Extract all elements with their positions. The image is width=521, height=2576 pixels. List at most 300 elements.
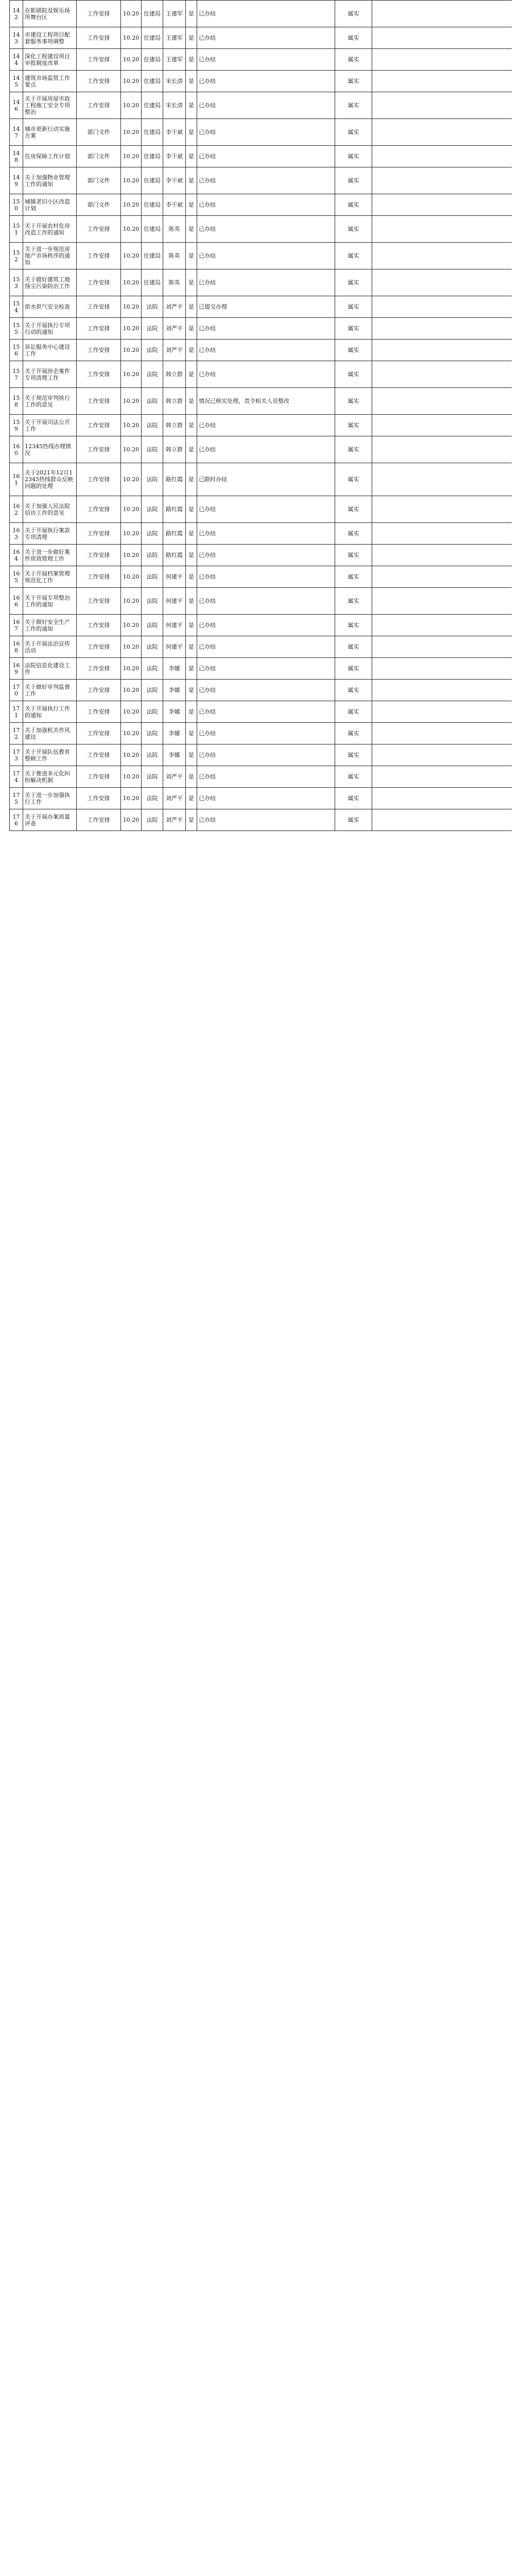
record-table (9, 0, 512, 831)
row-notes (372, 296, 512, 318)
row-unit: 法院 (142, 701, 163, 723)
row-notes (372, 388, 512, 415)
row-date: 10.20 (121, 216, 142, 243)
row-public: 是 (186, 216, 197, 243)
row-title: 关于加强机关作风建设 (23, 723, 77, 744)
row-date: 10.20 (121, 361, 142, 388)
record-sheet (9, 0, 512, 2576)
row-person: 李干斌 (163, 194, 186, 216)
row-public: 是 (186, 1, 197, 27)
row-status: 已办结 (197, 523, 335, 545)
row-remark: 属实 (335, 615, 372, 636)
row-public: 是 (186, 658, 197, 680)
row-date: 10.20 (121, 27, 142, 49)
row-number: 144 (10, 49, 23, 71)
row-number: 176 (10, 809, 23, 831)
row-title: 关于做好安全生产工作的通知 (23, 615, 77, 636)
row-date: 10.20 (121, 49, 142, 71)
row-person: 刘严平 (163, 318, 186, 340)
row-public: 是 (186, 523, 197, 545)
row-remark: 属实 (335, 701, 372, 723)
row-title: 诉讼服务中心建设工作 (23, 340, 77, 361)
row-remark: 属实 (335, 463, 372, 496)
row-number: 148 (10, 146, 23, 167)
row-status: 已办结 (197, 167, 335, 194)
row-notes (372, 744, 512, 766)
row-person: 何建平 (163, 588, 186, 615)
row-notes (372, 340, 512, 361)
row-person: 刘严平 (163, 340, 186, 361)
row-date: 10.20 (121, 658, 142, 680)
row-unit: 法院 (142, 388, 163, 415)
row-public: 是 (186, 744, 197, 766)
row-person: 路红霞 (163, 463, 186, 496)
row-notes (372, 523, 512, 545)
row-notes (372, 496, 512, 523)
row-public: 是 (186, 27, 197, 49)
row-number: 171 (10, 701, 23, 723)
table-row (10, 701, 512, 723)
row-status: 已办结 (197, 788, 335, 809)
row-remark: 属实 (335, 49, 372, 71)
row-person: 韩立群 (163, 388, 186, 415)
row-notes (372, 194, 512, 216)
row-person: 刘严平 (163, 809, 186, 831)
row-date: 10.20 (121, 146, 142, 167)
row-remark: 属实 (335, 27, 372, 49)
row-category: 工作安排 (77, 340, 121, 361)
row-public: 是 (186, 71, 197, 92)
row-unit: 法院 (142, 296, 163, 318)
row-unit: 法院 (142, 318, 163, 340)
row-public: 是 (186, 49, 197, 71)
row-title: 关于做好建筑工地扬尘污染防治工作 (23, 269, 77, 296)
row-notes (372, 318, 512, 340)
row-number: 147 (10, 119, 23, 146)
row-number: 146 (10, 92, 23, 119)
row-remark: 属实 (335, 194, 372, 216)
row-remark: 属实 (335, 92, 372, 119)
row-remark: 属实 (335, 436, 372, 463)
table-row (10, 146, 512, 167)
row-public: 是 (186, 615, 197, 636)
row-date: 10.20 (121, 269, 142, 296)
row-date: 10.20 (121, 318, 142, 340)
row-date: 10.20 (121, 701, 142, 723)
row-public: 是 (186, 243, 197, 269)
row-unit: 住建局 (142, 27, 163, 49)
row-person: 路红霞 (163, 545, 186, 566)
table-row (10, 636, 512, 658)
row-remark: 属实 (335, 340, 372, 361)
row-public: 是 (186, 809, 197, 831)
row-notes (372, 723, 512, 744)
row-public: 是 (186, 361, 197, 388)
row-title: 关于进一步加强执行工作 (23, 788, 77, 809)
row-unit: 法院 (142, 523, 163, 545)
row-title: 市建设工程项目配套服务事项调整 (23, 27, 77, 49)
row-unit: 法院 (142, 415, 163, 436)
row-number: 169 (10, 658, 23, 680)
row-unit: 法院 (142, 744, 163, 766)
row-notes (372, 588, 512, 615)
row-title: 关于开展农村危房改造工作的通知 (23, 216, 77, 243)
row-status: 已办结 (197, 340, 335, 361)
row-public: 是 (186, 318, 197, 340)
row-number: 173 (10, 744, 23, 766)
row-unit: 法院 (142, 680, 163, 701)
row-person: 李干斌 (163, 167, 186, 194)
row-category: 工作安排 (77, 744, 121, 766)
row-public: 是 (186, 680, 197, 701)
row-status: 已办结 (197, 415, 335, 436)
table-row (10, 216, 512, 243)
row-category: 工作安排 (77, 361, 121, 388)
row-notes (372, 680, 512, 701)
row-number: 155 (10, 318, 23, 340)
row-person: 李娜 (163, 723, 186, 744)
row-remark: 属实 (335, 588, 372, 615)
row-title: 关于2021年12月12345热线群众反映问题的处理 (23, 463, 77, 496)
row-public: 是 (186, 388, 197, 415)
row-unit: 住建局 (142, 243, 163, 269)
row-status: 已办结 (197, 27, 335, 49)
row-date: 10.20 (121, 194, 142, 216)
table-row (10, 436, 512, 463)
row-unit: 法院 (142, 436, 163, 463)
row-unit: 住建局 (142, 1, 163, 27)
row-title: 关于推进多元化纠纷解决机制 (23, 766, 77, 788)
row-unit: 法院 (142, 788, 163, 809)
table-row (10, 545, 512, 566)
row-unit: 法院 (142, 723, 163, 744)
row-number: 156 (10, 340, 23, 361)
row-public: 是 (186, 566, 197, 588)
row-status: 已办结 (197, 269, 335, 296)
row-title: 住房保障工作计划 (23, 146, 77, 167)
row-status: 已办结 (197, 701, 335, 723)
row-category: 部门文件 (77, 146, 121, 167)
row-status: 已办结 (197, 744, 335, 766)
row-remark: 属实 (335, 545, 372, 566)
row-notes (372, 636, 512, 658)
row-category: 工作安排 (77, 680, 121, 701)
row-number: 162 (10, 496, 23, 523)
row-unit: 法院 (142, 361, 163, 388)
row-category: 工作安排 (77, 243, 121, 269)
row-person: 何建平 (163, 566, 186, 588)
row-number: 167 (10, 615, 23, 636)
row-remark: 属实 (335, 723, 372, 744)
row-date: 10.20 (121, 566, 142, 588)
row-unit: 住建局 (142, 167, 163, 194)
row-date: 10.20 (121, 636, 142, 658)
table-row (10, 809, 512, 831)
row-status: 已办结 (197, 1, 335, 27)
row-unit: 住建局 (142, 269, 163, 296)
row-unit: 法院 (142, 463, 163, 496)
row-notes (372, 1, 512, 27)
row-date: 10.20 (121, 463, 142, 496)
row-status: 已办结 (197, 766, 335, 788)
row-status: 已办结 (197, 71, 335, 92)
row-notes (372, 766, 512, 788)
row-number: 170 (10, 680, 23, 701)
row-number: 172 (10, 723, 23, 744)
row-number: 158 (10, 388, 23, 415)
row-category: 工作安排 (77, 701, 121, 723)
row-title: 深化工程建设项目审批制度改革 (23, 49, 77, 71)
row-remark: 属实 (335, 415, 372, 436)
row-date: 10.20 (121, 119, 142, 146)
table-row (10, 415, 512, 436)
row-public: 是 (186, 340, 197, 361)
row-date: 10.20 (121, 388, 142, 415)
row-title: 关于开展档案管理规范化工作 (23, 566, 77, 588)
row-person: 刘严平 (163, 788, 186, 809)
row-status: 已办结 (197, 636, 335, 658)
row-category: 工作安排 (77, 318, 121, 340)
row-remark: 属实 (335, 146, 372, 167)
row-remark: 属实 (335, 318, 372, 340)
row-unit: 法院 (142, 809, 163, 831)
row-category: 工作安排 (77, 496, 121, 523)
row-status: 已限时办结 (197, 463, 335, 496)
row-title: 关于开展办案质量评查 (23, 809, 77, 831)
row-person: 李娜 (163, 680, 186, 701)
row-public: 是 (186, 415, 197, 436)
table-row (10, 723, 512, 744)
row-number: 161 (10, 463, 23, 496)
row-remark: 属实 (335, 296, 372, 318)
row-date: 10.20 (121, 723, 142, 744)
row-number: 142 (10, 1, 23, 27)
row-category: 部门文件 (77, 194, 121, 216)
row-category: 工作安排 (77, 615, 121, 636)
row-status: 已办结 (197, 436, 335, 463)
row-person: 宋长清 (163, 92, 186, 119)
row-category: 部门文件 (77, 167, 121, 194)
row-person: 陈英 (163, 269, 186, 296)
row-title: 关于开展执行专项行动的通知 (23, 318, 77, 340)
row-category: 工作安排 (77, 388, 121, 415)
row-remark: 属实 (335, 788, 372, 809)
row-person: 陈英 (163, 243, 186, 269)
row-date: 10.20 (121, 436, 142, 463)
row-notes (372, 788, 512, 809)
row-notes (372, 146, 512, 167)
row-person: 王建军 (163, 1, 186, 27)
row-title: 关于做好审判监督工作 (23, 680, 77, 701)
row-notes (372, 167, 512, 194)
table-row (10, 167, 512, 194)
row-category: 工作安排 (77, 92, 121, 119)
row-remark: 属实 (335, 71, 372, 92)
row-unit: 法院 (142, 340, 163, 361)
row-date: 10.20 (121, 92, 142, 119)
row-number: 154 (10, 296, 23, 318)
row-date: 10.20 (121, 615, 142, 636)
row-status: 已办结 (197, 194, 335, 216)
table-row (10, 340, 512, 361)
row-notes (372, 658, 512, 680)
row-public: 是 (186, 545, 197, 566)
row-status: 已提交办理 (197, 296, 335, 318)
row-category: 工作安排 (77, 723, 121, 744)
row-category: 工作安排 (77, 269, 121, 296)
row-category: 工作安排 (77, 566, 121, 588)
row-unit: 法院 (142, 615, 163, 636)
table-row (10, 71, 512, 92)
row-date: 10.20 (121, 766, 142, 788)
row-title: 城镇老旧小区改造计划 (23, 194, 77, 216)
row-person: 李干斌 (163, 146, 186, 167)
row-number: 175 (10, 788, 23, 809)
row-remark: 属实 (335, 216, 372, 243)
row-notes (372, 809, 512, 831)
row-number: 163 (10, 523, 23, 545)
row-public: 是 (186, 788, 197, 809)
row-number: 157 (10, 361, 23, 388)
row-person: 李娜 (163, 701, 186, 723)
row-date: 10.20 (121, 545, 142, 566)
row-notes (372, 701, 512, 723)
row-category: 工作安排 (77, 71, 121, 92)
table-row (10, 1, 512, 27)
row-date: 10.20 (121, 71, 142, 92)
row-person: 王建军 (163, 27, 186, 49)
row-status: 已办结 (197, 119, 335, 146)
row-unit: 法院 (142, 766, 163, 788)
row-date: 10.20 (121, 744, 142, 766)
table-row (10, 388, 512, 415)
row-person: 韩立群 (163, 436, 186, 463)
row-number: 153 (10, 269, 23, 296)
row-unit: 住建局 (142, 146, 163, 167)
row-category: 工作安排 (77, 658, 121, 680)
row-category: 工作安排 (77, 788, 121, 809)
row-date: 10.20 (121, 1, 142, 27)
row-status: 已办结 (197, 361, 335, 388)
table-row (10, 680, 512, 701)
row-unit: 法院 (142, 636, 163, 658)
table-row (10, 296, 512, 318)
row-title: 城市更新行动实施方案 (23, 119, 77, 146)
row-number: 166 (10, 588, 23, 615)
row-remark: 属实 (335, 243, 372, 269)
row-person: 刘严平 (163, 766, 186, 788)
row-date: 10.20 (121, 809, 142, 831)
row-category: 工作安排 (77, 809, 121, 831)
row-status: 已办结 (197, 49, 335, 71)
row-number: 160 (10, 436, 23, 463)
row-title: 关于开展专项整治工作的通知 (23, 588, 77, 615)
row-date: 10.20 (121, 243, 142, 269)
row-category: 工作安排 (77, 27, 121, 49)
row-remark: 属实 (335, 523, 372, 545)
row-person: 路红霞 (163, 496, 186, 523)
row-status: 已办结 (197, 658, 335, 680)
row-number: 152 (10, 243, 23, 269)
row-date: 10.20 (121, 340, 142, 361)
row-status: 已办结 (197, 496, 335, 523)
row-title: 关于开展涉企案件专项清理工作 (23, 361, 77, 388)
row-number: 149 (10, 167, 23, 194)
row-public: 是 (186, 119, 197, 146)
row-remark: 属实 (335, 658, 372, 680)
row-date: 10.20 (121, 788, 142, 809)
row-category: 工作安排 (77, 1, 121, 27)
row-public: 是 (186, 766, 197, 788)
row-number: 151 (10, 216, 23, 243)
row-title: 关于开展法治宣传活动 (23, 636, 77, 658)
row-person: 路红霞 (163, 523, 186, 545)
row-notes (372, 216, 512, 243)
row-notes (372, 436, 512, 463)
row-remark: 属实 (335, 766, 372, 788)
row-person: 李干斌 (163, 119, 186, 146)
row-category: 工作安排 (77, 463, 121, 496)
table-row (10, 49, 512, 71)
row-category: 部门文件 (77, 119, 121, 146)
row-unit: 住建局 (142, 119, 163, 146)
row-remark: 属实 (335, 1, 372, 27)
row-category: 工作安排 (77, 296, 121, 318)
row-title: 关于开展队伍教育整顿工作 (23, 744, 77, 766)
table-row (10, 788, 512, 809)
row-status: 已办结 (197, 243, 335, 269)
row-title: 关于开展执行工作的通知 (23, 701, 77, 723)
row-unit: 法院 (142, 588, 163, 615)
row-public: 是 (186, 436, 197, 463)
row-title: 关于加强人民法院信访工作的意见 (23, 496, 77, 523)
row-status: 已办结 (197, 723, 335, 744)
table-row (10, 361, 512, 388)
row-number: 168 (10, 636, 23, 658)
row-remark: 属实 (335, 119, 372, 146)
row-unit: 法院 (142, 545, 163, 566)
row-public: 是 (186, 496, 197, 523)
row-remark: 属实 (335, 496, 372, 523)
table-row (10, 566, 512, 588)
row-public: 是 (186, 92, 197, 119)
row-category: 工作安排 (77, 436, 121, 463)
row-number: 174 (10, 766, 23, 788)
row-number: 165 (10, 566, 23, 588)
table-row (10, 318, 512, 340)
row-date: 10.20 (121, 680, 142, 701)
row-title: 建筑市场监管工作要点 (23, 71, 77, 92)
row-public: 是 (186, 269, 197, 296)
row-date: 10.20 (121, 523, 142, 545)
row-status: 已办结 (197, 545, 335, 566)
row-notes (372, 92, 512, 119)
row-notes (372, 49, 512, 71)
row-public: 是 (186, 146, 197, 167)
row-date: 10.20 (121, 415, 142, 436)
row-category: 工作安排 (77, 49, 121, 71)
table-row (10, 744, 512, 766)
row-status: 已办结 (197, 615, 335, 636)
row-status: 已办结 (197, 680, 335, 701)
row-remark: 属实 (335, 388, 372, 415)
table-row (10, 523, 512, 545)
row-remark: 属实 (335, 744, 372, 766)
row-title: 12345热线办理情况 (23, 436, 77, 463)
table-row (10, 194, 512, 216)
row-status: 情况已核实处理，责令相关人员整改 (197, 388, 335, 415)
table-row (10, 92, 512, 119)
